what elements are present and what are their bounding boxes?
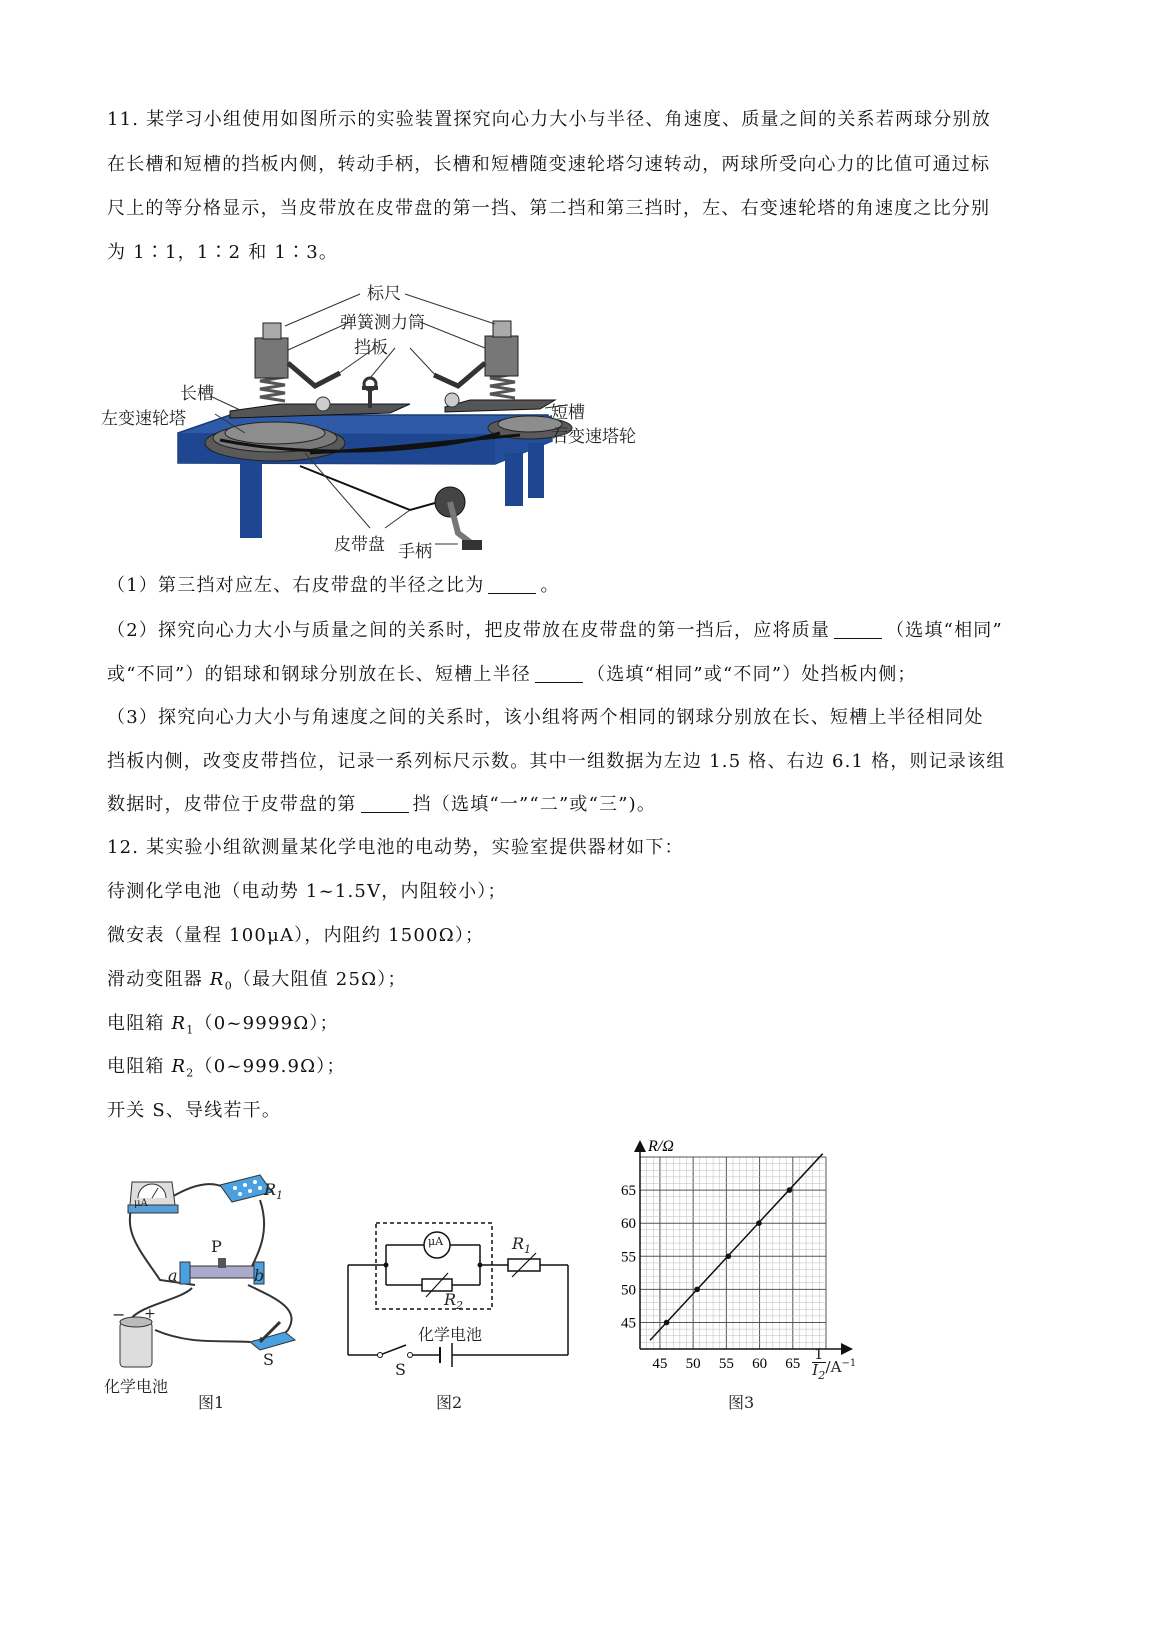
fig1-ua: μA	[134, 1198, 148, 1209]
fig2-battery-label: 化学电池	[418, 1325, 483, 1344]
svg-text:−: −	[112, 1305, 126, 1324]
q11-line-4: 为 1∶1，1∶2 和 1∶3。	[107, 242, 339, 263]
switch-s	[250, 1332, 295, 1350]
fig1-battery-label: 化学电池	[104, 1377, 169, 1396]
y-tick-label: 60	[621, 1216, 636, 1233]
label-dangban: 挡板	[354, 338, 388, 358]
q11-sub1: （1）第三挡对应左、右皮带盘的半径之比为 。	[107, 575, 560, 596]
fig2-ua: μA	[428, 1235, 444, 1248]
y-tick-label: 65	[621, 1183, 636, 1200]
label-you: 右变速塔轮	[551, 427, 636, 447]
x-tick-label: 65	[785, 1356, 801, 1372]
label-shoubing: 手柄	[398, 542, 432, 562]
label-zuo: 左变速轮塔	[101, 409, 186, 429]
x-tick-label: 60	[752, 1356, 768, 1372]
label-tanhuang: 弹簧测力筒	[340, 313, 425, 333]
ball-left	[316, 397, 330, 411]
q11-sub3a: （3）探究向心力大小与角速度之间的关系时，该小组将两个相同的钢球分别放在长、短槽上半径相同处	[107, 707, 984, 728]
y-tick-label: 50	[621, 1282, 636, 1299]
right-scale	[493, 321, 511, 337]
answer-blank-2a[interactable]	[834, 620, 882, 639]
fit-line	[650, 1154, 823, 1341]
q11-sub3c: 数据时，皮带位于皮带盘的第 挡（选填“一”“二”或“三”)。	[107, 794, 657, 815]
switch-symbol	[378, 1353, 383, 1358]
label-pidaipan: 皮带盘	[334, 535, 385, 555]
y-tick-labels	[621, 1183, 636, 1331]
fig2-r1: $R_1$	[512, 1234, 532, 1257]
data-point	[787, 1187, 793, 1193]
fig2-r2: $R_2$	[444, 1290, 464, 1313]
figure-1-physical-circuit	[100, 1170, 310, 1400]
q12-item-r1: 电阻箱 $R_1(0\sim 9999\Omega)$；	[107, 1013, 339, 1037]
short-slot	[445, 400, 555, 412]
x-tick-label: 55	[718, 1356, 734, 1372]
x-tick-label: 45	[652, 1356, 668, 1372]
ball-right	[445, 393, 459, 407]
q11-sub2b: 或“不同”）的铝球和钢球分别放在长、短槽上半径 （选填“相同”或“不同”）处挡板内侧；	[107, 664, 917, 685]
chemical-battery	[120, 1322, 152, 1367]
q11-sub3b: 挡板内侧，改变皮带挡位，记录一系列标尺示数。其中一组数据为左边 1.5 格、右边 6.1 格，则记录该组	[107, 751, 1006, 772]
y-tick-label: 45	[621, 1315, 636, 1332]
q12-item-r0: 滑动变阻器 $R_0$（最大阻值 25Ω）；	[107, 969, 407, 993]
q12-intro: 12. 某实验小组欲测量某化学电池的电动势，实验室提供器材如下：	[107, 837, 684, 858]
answer-blank-2b[interactable]	[535, 664, 583, 683]
data-point	[694, 1287, 700, 1293]
label-changcao: 长槽	[180, 384, 214, 404]
answer-blank-3[interactable]	[361, 794, 409, 813]
q11-line-1: 11. 某学习小组使用如图所示的实验装置探究向心力大小与半径、角速度、质量之间的关系若两球分别放	[107, 109, 991, 130]
fig1-b: b	[254, 1266, 265, 1285]
data-point	[664, 1320, 670, 1326]
y-axis-label: R/Ω	[648, 1138, 674, 1155]
x-axis-label: $\frac{1}{I_2}$ $/A^{-1}$	[812, 1345, 857, 1382]
q12-item-r2: 电阻箱 $R_2(0\sim 999.9\Omega)$；	[107, 1056, 346, 1080]
fig1-s: S	[263, 1350, 274, 1369]
x-tick-label: 50	[685, 1356, 701, 1372]
answer-blank-1[interactable]	[488, 575, 536, 594]
fig1-r1: $R_1$	[264, 1180, 284, 1203]
x-tick-labels	[652, 1356, 800, 1372]
left-spring-cylinder	[255, 338, 288, 378]
label-duancao: 短槽	[551, 403, 585, 423]
q12-item-battery: 待测化学电池（电动势 1~1.5V，内阻较小）；	[107, 881, 507, 902]
right-spring-cylinder	[485, 336, 518, 376]
fig1-p: P	[211, 1237, 222, 1256]
q12-item-switch: 开关 S、导线若干。	[107, 1100, 282, 1121]
q11-sub2a: （2）探究向心力大小与质量之间的关系时，把皮带放在皮带盘的第一挡后，应将质量 （选填“相同”	[107, 620, 1003, 641]
y-tick-label: 55	[621, 1249, 636, 1266]
table-leg	[240, 463, 262, 538]
label-biaochi: 标尺	[367, 284, 401, 304]
data-point	[726, 1254, 732, 1260]
q11-line-3: 尺上的等分格显示，当皮带放在皮带盘的第一挡、第二挡和第三挡时，左、右变速轮塔的角速度之比分别	[107, 198, 991, 219]
q12-item-microammeter: 微安表（量程 100μA），内阻约 1500Ω）；	[107, 925, 485, 946]
fig2-caption: 图2	[436, 1393, 463, 1412]
q11-line-2: 在长槽和短槽的挡板内侧，转动手柄，长槽和短槽随变速轮塔匀速转动，两球所受向心力的比值可通过标	[107, 154, 991, 175]
fig1-a: a	[168, 1266, 178, 1285]
left-scale	[263, 323, 281, 339]
fig1-caption: 图1	[198, 1393, 225, 1412]
fig3-caption: 图3	[728, 1393, 755, 1412]
data-point	[756, 1220, 762, 1226]
fig2-s: S	[395, 1360, 406, 1379]
svg-text:+: +	[144, 1306, 156, 1322]
